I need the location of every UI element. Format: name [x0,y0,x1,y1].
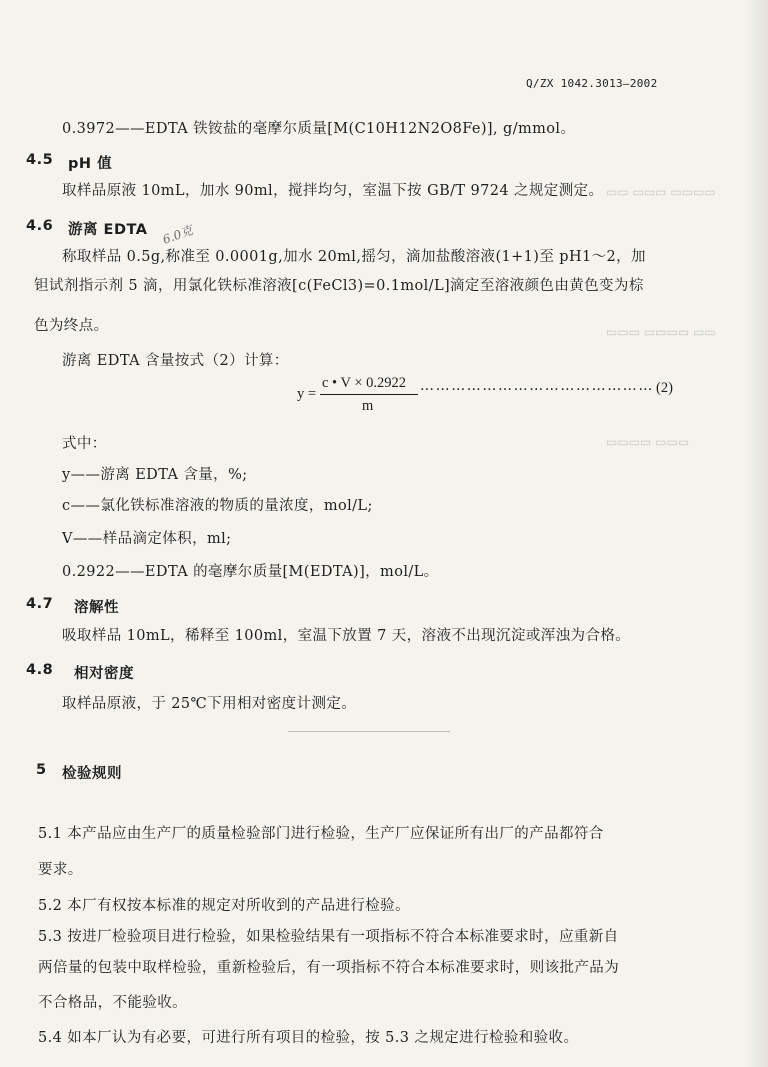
where-label: 式中： [62,436,107,452]
clause-5-2: 5.2 本厂有权按本标准的规定对所收到的产品进行检验。 [38,898,410,914]
handwritten-annotation: 6.0克 [160,223,195,247]
formula-numerator: c • V × 0.2922 [322,375,407,391]
section-4-5-number: 4.5 [26,152,54,168]
section-4-6-title: 游离 EDTA [68,222,148,238]
formula-lhs: y = [297,386,317,402]
bleed-through-mark: ▭▭▭ ▭▭▭▭ ▭▭ [606,325,716,339]
section-4-8-text: 取样品原液，于 25℃下用相对密度计测定。 [62,696,357,712]
bleed-through-mark: ▭▭▭▭ ▭▭▭ [606,435,690,449]
bleed-through-mark: ▭▭ ▭▭▭ ▭▭▭▭ [606,185,716,199]
section-4-5-title: pH 值 [68,156,113,172]
doc-number: Q/ZX 1042.3013—2002 [526,77,658,90]
section-5-number: 5 [36,762,47,778]
section-4-7-text: 吸取样品 10mL，稀释至 100ml，室温下放置 7 天，溶液不出现沉淀或浑浊为合格。 [62,628,631,644]
section-4-7-title: 溶解性 [74,600,119,616]
section-4-6-para-line: 色为终点。 [34,318,109,334]
definition-y: y——游离 EDTA 含量，%; [62,467,248,483]
clause-5-3-line: 两倍量的包装中取样检验，重新检验后，有一项指标不符合本标准要求时，则该批产品为 [38,960,620,976]
clause-5-4: 5.4 如本厂认为有必要，可进行所有项目的检验，按 5.3 之规定进行检验和验收。 [38,1030,579,1046]
section-4-8-title: 相对密度 [74,666,134,682]
fraction-bar [320,394,418,395]
section-4-6-number: 4.6 [26,218,54,234]
section-5-title: 检验规则 [62,766,122,782]
section-4-5-text: 取样品原液 10mL，加水 90ml，搅拌均匀，室温下按 GB/T 9724 之规定测定。 [62,183,604,199]
end-rule [288,731,450,732]
formula-leader-dots: ……………………………………… [420,378,654,394]
formula-denominator: m [362,398,374,414]
clause-5-1-line: 5.1 本产品应由生产厂的质量检验部门进行检验，生产厂应保证所有出厂的产品都符合 [38,826,604,842]
clause-5-1-line: 要求。 [38,862,83,878]
definition-molar-edta: 0.2922——EDTA 的毫摩尔质量[M(EDTA)]，mol/L。 [62,564,439,580]
clause-5-3-line: 不合格品，不能验收。 [38,995,187,1011]
formula-equation-number: (2) [656,380,673,396]
section-4-8-number: 4.8 [26,662,54,678]
scan-shadow-edge [746,0,768,1067]
definition-v: V——样品滴定体积，ml; [62,531,232,547]
definition-c: c——氯化铁标准溶液的物质的量浓度，mol/L; [62,498,373,514]
clause-5-3-line: 5.3 按进厂检验项目进行检验，如果检验结果有一项指标不符合本标准要求时，应重新自 [38,929,619,945]
calc-intro: 游离 EDTA 含量按式（2）计算： [62,353,289,369]
section-4-6-para-line: 称取样品 0.5g,称准至 0.0001g,加水 20ml,摇匀，滴加盐酸溶液(1+1)至 pH1～2，加 [62,249,646,265]
section-4-6-para-line: 钽试剂指示剂 5 滴，用氯化铁标准溶液[c(FeCl3)=0.1mol/L]滴定至溶液颜色由黄色变为棕 [34,278,644,294]
molar-mass-line: 0.3972——EDTA 铁铵盐的毫摩尔质量[M(C10H12N2O8Fe)], g/mmol。 [62,121,576,137]
section-4-7-number: 4.7 [26,596,54,612]
